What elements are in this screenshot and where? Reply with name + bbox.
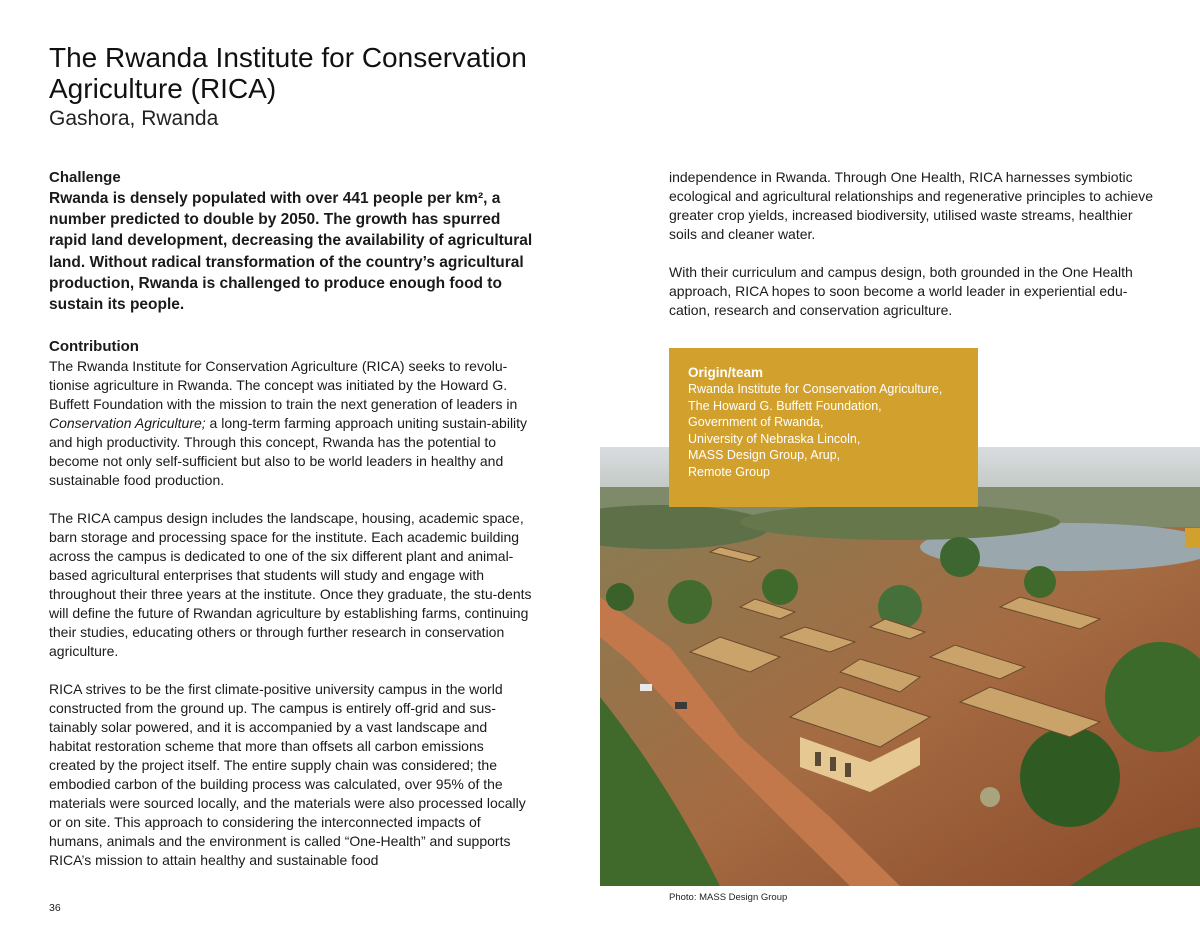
origin-team-box bbox=[669, 348, 978, 507]
challenge-heading: Challenge bbox=[49, 169, 121, 186]
contribution-p1-italic: Conservation Agriculture; bbox=[49, 415, 206, 432]
team-member: MASS Design Group, Arup, bbox=[688, 448, 841, 463]
contribution-p1-end: a long-term farming approach uniting sustain-ability and high productivity. Through this concept, Rwanda has the potential to become not only self-sufficient but also to be world leaders in healthy and sustainable food production. bbox=[49, 415, 528, 489]
contribution-paragraph-4: independence in Rwanda. Through One Health, RICA harnesses symbiotic ecological and agricultural relationships and regenerative principles to achieve greater crop yields, increased biodiversity, utilised waste streams, healthier soils and cleaner water. bbox=[669, 169, 1154, 242]
contribution-paragraph-1 bbox=[49, 357, 533, 490]
team-member: University of Nebraska Lincoln, bbox=[688, 431, 861, 446]
contribution-paragraph-5: With their curriculum and campus design, both grounded in the One Health approach, RICA hopes to soon become a world leader in experiential edu-cation, research and conservation agriculture. bbox=[669, 264, 1133, 318]
team-member: Government of Rwanda, bbox=[688, 415, 824, 430]
contribution-paragraph-2: The RICA campus design includes the landscape, housing, academic space, barn storage and processing space for the institute. Each academic building across the campus is dedicated to one of the six different plant and animal-based agricultural enterprises that students will study and engage with throughout their three years at the institute. Once they graduate, the stu-dents will define the future of Rwandan agriculture by establishing farms, continuing their studies, educating others or through further research in conservation agriculture. bbox=[49, 510, 532, 660]
team-member: Rwanda Institute for Conservation Agriculture, bbox=[688, 382, 943, 396]
team-heading: Origin/team bbox=[688, 365, 764, 380]
location-subtitle: Gashora, Rwanda bbox=[49, 107, 219, 130]
left-column bbox=[49, 168, 533, 889]
challenge-text: Rwanda is densely populated with over 441 people per km², a number predicted to double by 2050. The growth has spurred rapid land development, decreasing the availability of agricultural land. Without radical transformation of the country’s agricultural production, Rwanda is challenged to produce enough food to sustain its people. bbox=[49, 190, 533, 314]
contribution-heading: Contribution bbox=[49, 338, 139, 356]
photo-caption: Photo: MASS Design Group bbox=[669, 892, 788, 903]
page-number: 36 bbox=[49, 902, 61, 914]
team-member: Remote Group bbox=[688, 464, 770, 479]
team-member: The Howard G. Buffett Foundation, bbox=[688, 398, 882, 413]
right-column bbox=[669, 168, 1155, 339]
campus-aerial-photo bbox=[600, 447, 1200, 886]
contribution-paragraph-3: RICA strives to be the first climate-positive university campus in the world constructed from the ground up. The campus is entirely off-grid and sus-tainably solar powered, and it is accompanied by a vast landscape and habitat restoration scheme that more than offsets all carbon emissions created by the project itself. The entire supply chain was considered; the embodied carbon of the building process was calculated, over 95% of the materials were sourced locally, and the materials were also processed locally or on site. This approach to considering the interconnected impacts of humans, animals and the environment is called “One-Health” and supports RICA’s mission to attain healthy and sustainable food bbox=[49, 681, 526, 869]
page-title: The Rwanda Institute for Conservation Agriculture (RICA) bbox=[49, 42, 527, 104]
contribution-p1-start: The Rwanda Institute for Conservation Agriculture (RICA) seeks to revolu-tionise agriculture in Rwanda. The concept was initiated by the Howard G. Buffett Foundation with the mission to train the next generation of leaders in bbox=[49, 358, 518, 413]
page-edge-marker bbox=[1185, 528, 1200, 548]
